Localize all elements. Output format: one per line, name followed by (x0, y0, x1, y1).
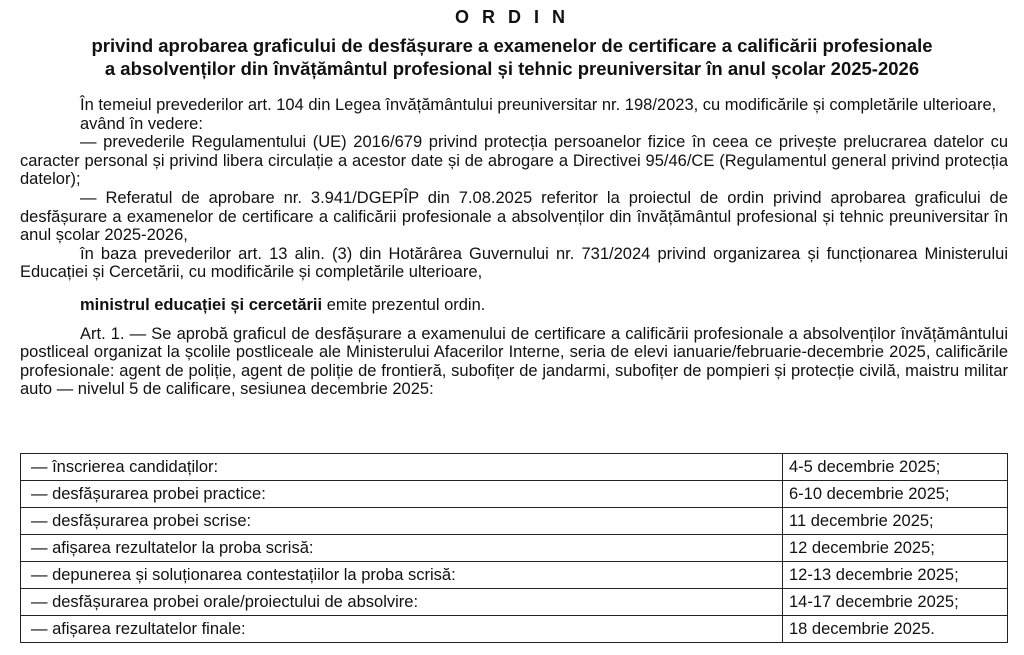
subtitle-line-2: a absolvenților din învățământul profesional și tehnic preuniversitar în anul școlar 2025-2026 (104, 58, 920, 79)
table-row (21, 508, 1008, 535)
paragraph-article-1: Art. 1. — Se aprobă graficul de desfășurare a examenului de certificare a calificării profesionale a absolvenților învățământului postliceal organizat la școlile postliceale ale Ministerului Afacerilor Interne, seria de elevi ianuarie/februarie-decembrie 2025, calificările profesionale: agent de poliție, agent de poliție de frontieră, subofițer de jandarmi, subofițer de pompieri și protecție civilă, maistru militar auto — nivelul 5 de calificare, sesiunea decembrie 2025: (20, 324, 1008, 399)
paragraph-minister (20, 296, 1008, 315)
date-cell: 6-10 decembrie 2025; (783, 481, 1008, 508)
minister-bold: ministrul educației și cercetării (80, 295, 323, 314)
table-row (21, 616, 1008, 643)
activity-cell: — afișarea rezultatelor finale: (21, 616, 783, 643)
activity-cell: — desfășurarea probei practice: (21, 481, 783, 508)
document-subtitle (0, 34, 1024, 80)
paragraph-gdpr: — prevederile Regulamentului (UE) 2016/679 privind protecția persoanelor fizice în ceea ce privește prelucrarea datelor cu caracter personal și privind libera circulație a acestor date și de abrogare a Directivei 95/46/CE (Regulamentul general privind protecția datelor); (20, 133, 1008, 189)
minister-rest: emite prezentul ordin. (322, 295, 486, 314)
date-cell: 12-13 decembrie 2025; (783, 562, 1008, 589)
paragraph-considering: având în vedere: (80, 114, 203, 133)
activity-cell: — afișarea rezultatelor la proba scrisă: (21, 535, 783, 562)
date-cell: 18 decembrie 2025. (783, 616, 1008, 643)
table-row (21, 589, 1008, 616)
activity-cell: — desfășurarea probei orale/proiectului de absolvire: (21, 589, 783, 616)
paragraph-hg: în baza prevederilor art. 13 alin. (3) din Hotărârea Guvernului nr. 731/2024 privind organizarea și funcționarea Ministerului Educației și Cercetării, cu modificările și completările ulterioare, (20, 244, 1008, 282)
activity-cell: — depunerea și soluționarea contestațiilor la proba scrisă: (21, 562, 783, 589)
activity-cell: — înscrierea candidaților: (21, 454, 783, 481)
document-body (20, 96, 1008, 399)
subtitle-line-1: privind aprobarea graficului de desfășurare a examenelor de certificare a calificării profesionale (91, 35, 933, 56)
schedule-table (20, 453, 1008, 643)
table-row (21, 481, 1008, 508)
table-row (21, 454, 1008, 481)
date-cell: 14-17 decembrie 2025; (783, 589, 1008, 616)
document-title: O R D I N (454, 7, 569, 27)
paragraph-referat: — Referatul de aprobare nr. 3.941/DGEPÎP din 7.08.2025 referitor la proiectul de ordin privind aprobarea graficului de desfășurare a examenelor de certificare a calificării profesionale a absolvenților din învățământul profesional și tehnic preuniversitar în anul școlar 2025-2026, (20, 188, 1008, 245)
activity-cell: — desfășurarea probei scrise: (21, 508, 783, 535)
date-cell: 4-5 decembrie 2025; (783, 454, 1008, 481)
table-row (21, 535, 1008, 562)
date-cell: 11 decembrie 2025; (783, 508, 1008, 535)
date-cell: 12 decembrie 2025; (783, 535, 1008, 562)
table-row (21, 562, 1008, 589)
paragraph-legal-basis: În temeiul prevederilor art. 104 din Legea învățământului preuniversitar nr. 198/2023, cu modificările și completările ulterioare, (80, 96, 997, 114)
